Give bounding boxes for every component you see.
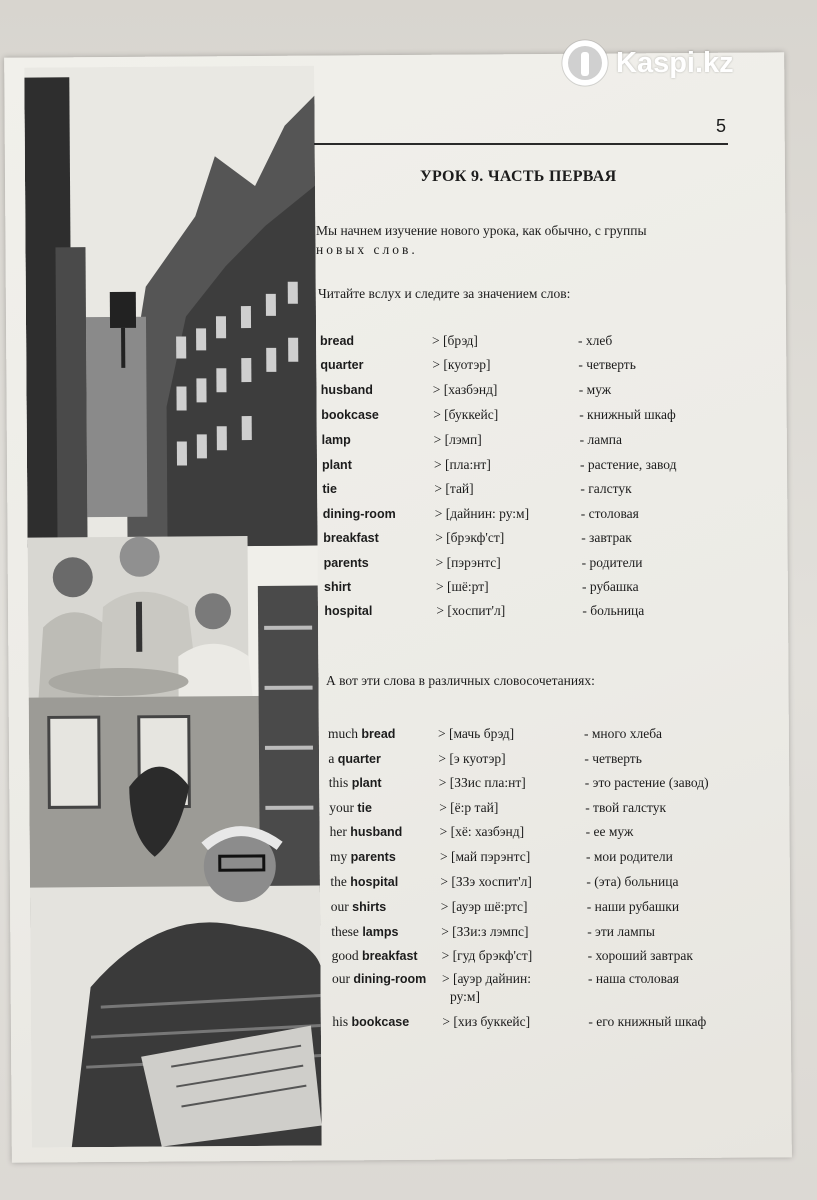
kaspi-watermark [560, 38, 734, 88]
phrase-prefix: this [328, 775, 352, 790]
lesson-title: УРОК 9. ЧАСТЬ ПЕРВАЯ [420, 168, 617, 185]
vocab-translation: - столовая [580, 506, 639, 521]
phrase-translation: - эти лампы [587, 924, 655, 939]
vocab-word: tie [322, 482, 337, 496]
phrase-prefix: a [328, 751, 338, 766]
vocab-pronunciation: > [хоспит'л] [436, 603, 506, 618]
phrase-pronunciation: > [гуд брэкф'ст] [441, 948, 533, 963]
phrase-keyword: bookcase [351, 1015, 410, 1029]
intro-paragraph [316, 221, 722, 259]
vocab-translation: - четверть [578, 357, 636, 372]
phrase-words [329, 800, 372, 816]
phrase-pronunciation: > [мачь брэд] [438, 726, 515, 741]
phrase-keyword: shirts [352, 900, 387, 914]
phrase-pronunciation: > [май пэрэнтс] [440, 849, 531, 864]
instruction-text: Читайте вслух и следите за значением слов: [318, 286, 571, 301]
phrase-translation: - наши рубашки [586, 899, 680, 914]
kaspi-logo-text: Kaspi.kz [616, 46, 734, 79]
vocab-pronunciation: > [пэрэнтс] [435, 555, 501, 570]
vocab-word: shirt [324, 580, 352, 594]
intro-line-1: Мы начнем изучение нового урока, как обычно, с группы [316, 223, 647, 238]
phrase-translation: - его книжный шкаф [588, 1014, 707, 1029]
phrase-words [328, 751, 380, 767]
phrase-keyword: tie [357, 801, 372, 815]
vocab-word: bread [320, 334, 355, 348]
phrase-words [332, 971, 426, 987]
vocab-word: breakfast [323, 531, 379, 545]
vocab-pronunciation: > [тай] [434, 481, 474, 496]
phrase-keyword: husband [350, 825, 403, 839]
phrase-words [330, 874, 398, 890]
phrase-translation: - наша столовая [588, 971, 680, 986]
phrase-prefix: his [332, 1014, 352, 1029]
vocab-pronunciation: > [шё:рт] [436, 579, 489, 594]
phrase-words [331, 899, 386, 915]
phrase-prefix: your [329, 800, 358, 815]
vocab-translation: - рубашка [582, 579, 639, 594]
vocab-translation: - лампа [579, 432, 622, 447]
kaspi-logo-icon [560, 38, 610, 88]
phrase-translation: - четверть [584, 751, 642, 766]
phrase-prefix: these [331, 924, 363, 939]
page-number: 5 [716, 116, 727, 136]
phrase-pronunciation: > [ЗЗэ хоспит'л] [440, 874, 532, 889]
phrase-pronunciation-cont: ру:м] [450, 989, 480, 1004]
phrase-prefix: good [331, 948, 362, 963]
phrase-keyword: parents [350, 850, 396, 864]
phrase-pronunciation: > [хё: хазбэнд] [439, 824, 525, 839]
vocab-translation: - завтрак [581, 530, 632, 545]
phrase-translation: - много хлеба [584, 726, 663, 741]
phrase-prefix: our [332, 971, 354, 986]
phrase-prefix: much [328, 726, 362, 741]
vocab-translation: - галстук [580, 481, 632, 496]
phrases-intro: А вот эти слова в различных словосочетаниях: [326, 673, 595, 688]
vocab-word: bookcase [321, 408, 379, 422]
phrase-words [332, 1014, 409, 1030]
vocab-translation: - книжный шкаф [579, 407, 676, 422]
phrase-words [328, 726, 395, 742]
vocab-pronunciation: > [пла:нт] [434, 457, 491, 472]
book-page [4, 52, 792, 1162]
header-rule [314, 143, 728, 145]
vocab-word: lamp [321, 433, 351, 447]
vocab-pronunciation: > [дайнин: ру:м] [434, 506, 530, 521]
vocab-pronunciation: > [буккейс] [433, 407, 499, 422]
phrase-prefix: the [330, 874, 351, 889]
phrase-pronunciation: > [э куотэр] [438, 751, 506, 766]
phrase-translation: - (эта) больница [586, 874, 679, 889]
vocab-translation: - родители [581, 555, 643, 570]
vocab-word: dining-room [322, 507, 396, 521]
phrase-translation: - твой галстук [585, 800, 666, 815]
phrase-keyword: dining-room [353, 972, 427, 986]
vocab-translation: - больница [582, 603, 645, 618]
phrase-keyword: quarter [337, 752, 381, 766]
vocab-pronunciation: > [хазбэнд] [432, 382, 498, 397]
phrase-pronunciation: > [ЗЗис пла:нт] [438, 775, 526, 790]
phrase-words [329, 775, 382, 791]
intro-line-2: новых слов. [316, 242, 418, 257]
phrase-words [332, 948, 418, 964]
phrase-pronunciation: > [ауэр шё:ртс] [440, 899, 528, 914]
phrase-prefix: our [330, 899, 353, 914]
vocab-word: husband [320, 383, 373, 397]
vocab-word: quarter [320, 358, 364, 372]
vocab-translation: - муж [578, 382, 612, 397]
vocab-word: plant [322, 458, 352, 472]
phrase-words [331, 924, 398, 940]
phrase-keyword: hospital [350, 875, 399, 889]
vocab-word: parents [323, 556, 369, 570]
vocab-word: hospital [324, 604, 373, 618]
phrase-keyword: lamps [362, 925, 399, 939]
phrase-keyword: bread [361, 727, 396, 741]
phrase-pronunciation: > [ё:р тай] [439, 800, 499, 815]
phrase-keyword: breakfast [361, 949, 418, 963]
vocab-pronunciation: > [брэкф'ст] [435, 530, 505, 545]
vocab-translation: - растение, завод [580, 457, 677, 472]
phrase-prefix: her [329, 824, 351, 839]
phrase-words [330, 849, 396, 865]
phrase-pronunciation: > [хиз буккейс] [442, 1014, 531, 1029]
phrase-translation: - мои родители [586, 849, 673, 864]
phrase-keyword: plant [351, 776, 382, 790]
phrase-pronunciation: > [ЗЗи:з лэмпс] [441, 924, 529, 939]
vocab-pronunciation: > [брэд] [432, 333, 478, 348]
vocab-translation: - хлеб [578, 333, 613, 348]
vocab-pronunciation: > [лэмп] [433, 432, 482, 447]
page-photo-collage [24, 66, 322, 1148]
vocab-pronunciation: > [куотэр] [432, 357, 491, 372]
phrase-words [330, 824, 403, 840]
phrase-translation: - хороший завтрак [587, 948, 693, 963]
phrase-translation: - ее муж [585, 824, 634, 839]
phrase-translation: - это растение (завод) [584, 775, 709, 790]
phrase-pronunciation: > [ауэр дайнин: [442, 971, 531, 986]
phrase-prefix: my [330, 849, 351, 864]
